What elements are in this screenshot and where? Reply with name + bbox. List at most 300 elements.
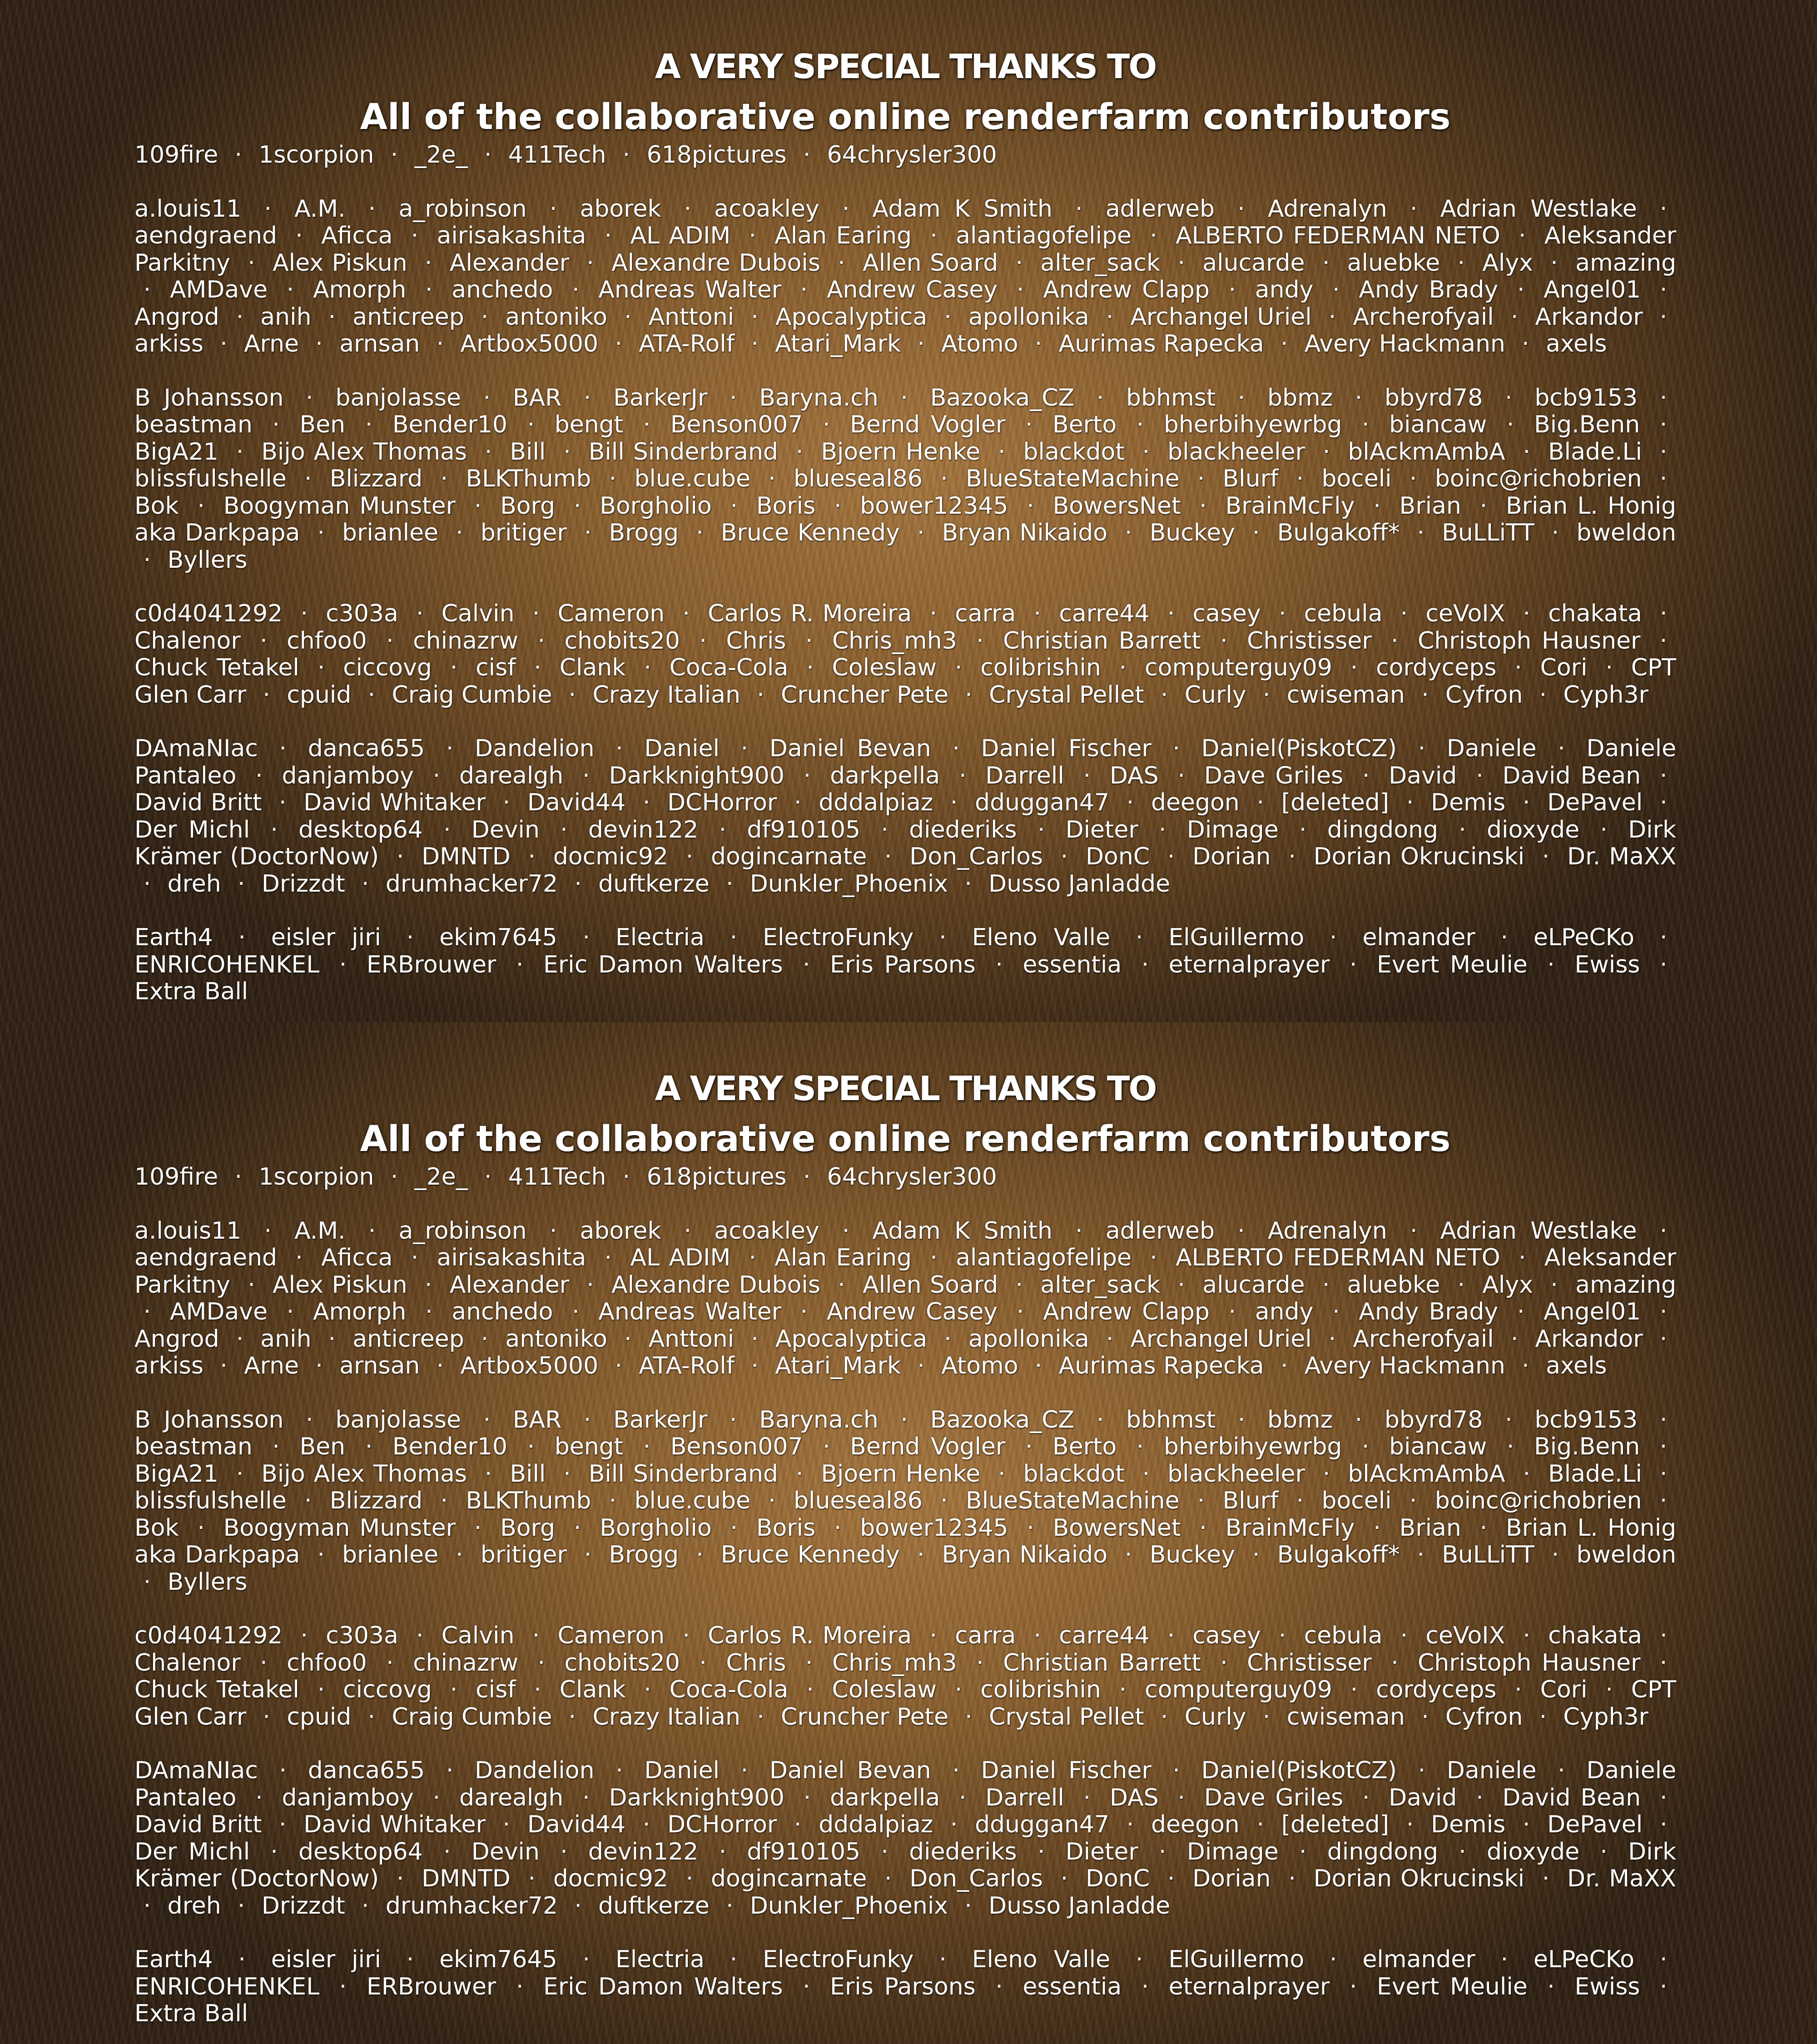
- separator-dot: ·: [1025, 600, 1050, 627]
- contributor-name: docmic92: [553, 843, 668, 870]
- separator-dot: ·: [447, 519, 472, 546]
- contributor-name: axels: [1546, 330, 1607, 357]
- separator-dot: ·: [1008, 276, 1033, 303]
- separator-dot: ·: [356, 1433, 382, 1460]
- contributor-name: blueseal86: [794, 1487, 923, 1514]
- contributor-name: Berto: [1052, 1433, 1117, 1460]
- contributor-name: cpuid: [287, 681, 351, 709]
- contributor-name: colibrishin: [980, 1676, 1101, 1703]
- separator-dot: ·: [292, 600, 317, 627]
- separator-dot: ·: [359, 195, 385, 223]
- contributor-name: BLKThumb: [466, 1487, 591, 1514]
- separator-dot: ·: [1471, 1514, 1496, 1542]
- contributor-name: ekim7645: [439, 924, 557, 951]
- separator-dot: ·: [872, 816, 898, 843]
- contributor-name: Daniele: [1447, 735, 1537, 762]
- contributor-name: Calvin: [442, 1622, 515, 1649]
- separator-dot: ·: [427, 330, 453, 357]
- contributor-name: BarkerJr: [613, 1406, 707, 1434]
- contributor-name: Archangel Uriel: [1130, 1325, 1311, 1353]
- contributor-name: Eleno Valle: [972, 1946, 1110, 1973]
- contributor-name: Arkandor: [1535, 1325, 1643, 1353]
- separator-dot: ·: [295, 465, 321, 492]
- separator-dot: ·: [523, 1622, 549, 1649]
- separator-dot: ·: [794, 951, 819, 978]
- contributor-name: Allen Soard: [863, 1271, 998, 1299]
- contributor-name: Chuck Tetakel: [134, 1676, 299, 1703]
- contributor-name: bower12345: [860, 492, 1008, 520]
- contributor-name: Archangel Uriel: [1130, 303, 1311, 331]
- contributor-name: adlerweb: [1106, 1217, 1215, 1245]
- separator-dot: ·: [382, 141, 407, 169]
- contributor-name: Andrew Casey: [827, 1298, 998, 1325]
- separator-dot: ·: [1651, 1298, 1676, 1325]
- contributor-name: Brogg: [609, 1541, 679, 1568]
- separator-dot: ·: [1353, 762, 1379, 789]
- contributor-name: chinazrw: [413, 1649, 518, 1677]
- separator-dot: ·: [352, 870, 378, 898]
- contributor-name: eternalprayer: [1169, 951, 1330, 978]
- contributor-name: antoniko: [505, 303, 607, 331]
- separator-dot: ·: [606, 735, 632, 762]
- contributor-name: Dr. MaXX: [1567, 843, 1676, 870]
- contributor-name: Allen Soard: [863, 249, 998, 277]
- separator-dot: ·: [1164, 735, 1189, 762]
- contributor-name: arnsan: [339, 330, 420, 357]
- contributor-name: BAR: [513, 384, 561, 412]
- separator-dot: ·: [1287, 465, 1313, 492]
- separator-dot: ·: [674, 600, 699, 627]
- contributor-name: ElGuillermo: [1168, 924, 1304, 951]
- separator-dot: ·: [1492, 1946, 1517, 1973]
- separator-dot: ·: [1505, 1676, 1531, 1703]
- separator-dot: ·: [1651, 1811, 1676, 1838]
- contributor-name: Avery Hackmann: [1305, 1352, 1505, 1379]
- separator-dot: ·: [1651, 924, 1676, 951]
- contributor-name: Aurimas Rapecka: [1059, 330, 1264, 357]
- contributor-name: eternalprayer: [1169, 1973, 1330, 2000]
- contributor-name: chakata: [1548, 1622, 1642, 1649]
- contributor-name: Buckey: [1150, 519, 1235, 546]
- contributor-name: Brogg: [609, 519, 679, 546]
- contributor-name: essentia: [1023, 951, 1122, 978]
- contributor-name: cwiseman: [1287, 1703, 1405, 1731]
- separator-dot: ·: [1132, 1973, 1158, 2000]
- contributor-name: Buckey: [1150, 1541, 1235, 1568]
- contributor-name: Crazy Italian: [592, 1703, 740, 1731]
- separator-dot: ·: [796, 627, 822, 655]
- contributor-name: bbhmst: [1126, 384, 1216, 412]
- contributor-name: Alyx: [1482, 249, 1533, 277]
- separator-dot: ·: [1158, 1865, 1184, 1892]
- contributor-name: Craig Cumbie: [392, 681, 552, 709]
- contributor-name: darealgh: [459, 762, 563, 789]
- separator-dot: ·: [416, 1298, 442, 1325]
- contributor-name: Drizzdt: [262, 870, 345, 898]
- contributor-name: devin122: [588, 1838, 698, 1865]
- separator-dot: ·: [1087, 384, 1113, 412]
- contributor-name: 618pictures: [647, 141, 787, 169]
- separator-dot: ·: [227, 303, 253, 331]
- separator-dot: ·: [565, 1514, 590, 1542]
- separator-dot: ·: [675, 1217, 700, 1245]
- contributor-name: Benson007: [670, 411, 803, 438]
- separator-dot: ·: [1248, 1811, 1273, 1838]
- contributor-name: Angrod: [134, 1325, 219, 1353]
- contributor-name: Blurf: [1223, 465, 1279, 492]
- contributor-name: Adam K Smith: [873, 195, 1053, 223]
- separator-dot: ·: [1346, 1406, 1371, 1434]
- contributor-name: danca655: [308, 1757, 425, 1784]
- separator-dot: ·: [407, 1622, 432, 1649]
- contributor-name: ciccovg: [343, 654, 432, 681]
- separator-dot: ·: [1514, 1460, 1539, 1488]
- separator-dot: ·: [1364, 492, 1390, 520]
- contributor-name: David Britt: [134, 789, 262, 816]
- contributor-name: devin122: [588, 816, 698, 843]
- contributor-name: eLPeCKo: [1534, 924, 1634, 951]
- separator-dot: ·: [1117, 789, 1143, 816]
- contributor-name: dingdong: [1327, 816, 1438, 843]
- contributor-name: Christisser: [1247, 1649, 1372, 1677]
- contributor-name: Apocalyptica: [775, 1325, 927, 1353]
- contributor-name: ekim7645: [439, 1946, 557, 1973]
- separator-dot: ·: [1320, 303, 1345, 331]
- contributor-name: boceli: [1321, 1487, 1391, 1514]
- contributor-name: Blizzard: [330, 465, 423, 492]
- contributor-name: BuLLiTT: [1442, 1541, 1534, 1568]
- contributor-name: Bill: [510, 438, 546, 466]
- separator-dot: ·: [732, 1757, 757, 1784]
- separator-dot: ·: [1341, 1676, 1367, 1703]
- contributor-name: Demis: [1431, 789, 1505, 816]
- separator-dot: ·: [1066, 195, 1092, 223]
- contributor-name: Blurf: [1223, 1487, 1279, 1514]
- contributor-name: 1scorpion: [258, 141, 374, 169]
- separator-dot: ·: [1110, 1676, 1136, 1703]
- separator-dot: ·: [1502, 1325, 1527, 1353]
- separator-dot: ·: [270, 789, 295, 816]
- contributor-name: BuLLiTT: [1442, 519, 1534, 546]
- separator-dot: ·: [1321, 924, 1346, 951]
- separator-dot: ·: [359, 1217, 385, 1245]
- contributor-name: Daniel(PiskotCZ): [1201, 1757, 1397, 1784]
- separator-dot: ·: [1164, 1757, 1189, 1784]
- contributor-name: CPT Glen Carr: [134, 1676, 1676, 1731]
- separator-dot: ·: [829, 249, 854, 277]
- separator-dot: ·: [1169, 1784, 1194, 1811]
- separator-dot: ·: [1514, 789, 1539, 816]
- contributor-name: Avery Hackmann: [1305, 330, 1505, 357]
- separator-dot: ·: [1508, 1298, 1534, 1325]
- contributor-name: BrainMcFly: [1225, 1514, 1355, 1542]
- separator-dot: ·: [555, 1460, 580, 1488]
- contributor-name: DAmaNIac: [134, 1757, 258, 1784]
- separator-dot: ·: [551, 816, 576, 843]
- separator-dot: ·: [1498, 1433, 1523, 1460]
- contributor-name: Chalenor: [134, 1649, 241, 1677]
- separator-dot: ·: [227, 1325, 253, 1353]
- contributor-name: chinazrw: [413, 627, 518, 655]
- contributor-name: diederiks: [909, 1838, 1017, 1865]
- separator-dot: ·: [1505, 654, 1531, 681]
- contributor-name: desktop64: [298, 816, 423, 843]
- contributor-name: Atomo: [941, 1352, 1018, 1379]
- contributor-name: deegon: [1151, 789, 1240, 816]
- contributor-name: Bruce Kennedy: [721, 1541, 900, 1568]
- separator-dot: ·: [1514, 1811, 1539, 1838]
- contributor-name: BarkerJr: [613, 384, 707, 412]
- contributor-name: computerguy09: [1145, 1676, 1332, 1703]
- contributor-name: Brian: [1400, 1514, 1461, 1542]
- contributor-name: bweldon: [1576, 1541, 1676, 1568]
- contributor-name: ATA-Rolf: [639, 330, 735, 357]
- separator-dot: ·: [875, 843, 901, 870]
- separator-dot: ·: [943, 1757, 969, 1784]
- contributor-name: DCHorror: [667, 789, 777, 816]
- separator-dot: ·: [278, 1298, 303, 1325]
- contributor-name: David Bean: [1502, 1784, 1641, 1811]
- contributor-name: Don_Carlos: [909, 843, 1043, 870]
- separator-dot: ·: [441, 1676, 467, 1703]
- contributor-name: Dimage: [1187, 1838, 1279, 1865]
- contributor-name: Artbox5000: [460, 330, 598, 357]
- contributor-name: ERBrouwer: [367, 1973, 496, 2000]
- contributor-name: AL ADIM: [630, 222, 730, 249]
- separator-dot: ·: [825, 492, 850, 520]
- separator-dot: ·: [1401, 1217, 1426, 1245]
- separator-dot: ·: [1116, 519, 1141, 546]
- separator-dot: ·: [615, 1325, 640, 1353]
- separator-dot: ·: [1290, 1838, 1316, 1865]
- separator-dot: ·: [1353, 411, 1378, 438]
- separator-dot: ·: [1243, 1541, 1269, 1568]
- separator-dot: ·: [1340, 951, 1366, 978]
- contributor-name: Dunkler_Phoenix: [750, 1892, 948, 1920]
- separator-dot: ·: [833, 1217, 859, 1245]
- contributor-name: ElectroFunky: [763, 1946, 913, 1973]
- contributor-name: danca655: [308, 735, 425, 762]
- contributor-name: Baryna.ch: [759, 1406, 879, 1434]
- contributor-name: alucarde: [1202, 249, 1305, 277]
- separator-dot: ·: [1449, 1271, 1474, 1299]
- contributor-name: amazing: [1575, 249, 1676, 277]
- separator-dot: ·: [908, 330, 934, 357]
- separator-dot: ·: [227, 1460, 253, 1488]
- separator-dot: ·: [292, 1622, 317, 1649]
- separator-dot: ·: [921, 1622, 946, 1649]
- separator-dot: ·: [407, 600, 432, 627]
- separator-dot: ·: [1016, 1433, 1042, 1460]
- contributor-name: Borg: [500, 1514, 555, 1542]
- separator-dot: ·: [1597, 654, 1622, 681]
- contributor-name: carra: [955, 600, 1016, 627]
- contributor-name: airisakashita: [437, 222, 586, 249]
- contributor-name: Bijo Alex Thomas: [261, 1460, 467, 1488]
- separator-dot: ·: [1270, 1622, 1295, 1649]
- contributor-name: BlueStateMachine: [966, 465, 1179, 492]
- contributor-name: ciccovg: [343, 1676, 432, 1703]
- contributor-name: David: [1389, 1784, 1457, 1811]
- contributor-name: Byllers: [168, 1568, 248, 1596]
- separator-dot: ·: [908, 1352, 934, 1379]
- contributor-name: dreh: [168, 1892, 221, 1920]
- contributor-name: Bazooka_CZ: [930, 384, 1074, 412]
- contributor-name: Dorian Okrucinski: [1314, 1865, 1525, 1892]
- contributor-name: Electria: [616, 924, 705, 951]
- contributor-name: Aleksander Parkitny: [134, 222, 1676, 277]
- separator-dot: ·: [1323, 1298, 1349, 1325]
- separator-dot: ·: [1313, 1271, 1339, 1299]
- contributor-name: Bender10: [392, 411, 507, 438]
- separator-dot: ·: [943, 735, 969, 762]
- separator-dot: ·: [950, 762, 975, 789]
- contributor-name: [deleted]: [1281, 1811, 1389, 1838]
- contributor-name: blackheeler: [1167, 438, 1305, 466]
- separator-dot: ·: [1530, 681, 1556, 709]
- contributor-name: AMDave: [170, 1298, 268, 1325]
- separator-dot: ·: [932, 465, 957, 492]
- contributor-name: bbhmst: [1126, 1406, 1216, 1434]
- separator-dot: ·: [437, 1757, 462, 1784]
- contributor-name: brianlee: [342, 1541, 438, 1568]
- separator-dot: ·: [956, 870, 981, 898]
- contributor-name: DMNTD: [422, 1865, 511, 1892]
- contributor-name: andy: [1255, 1298, 1314, 1325]
- separator-dot: ·: [1549, 735, 1574, 762]
- contributor-name: Dorian: [1192, 843, 1271, 870]
- separator-dot: ·: [246, 762, 272, 789]
- separator-dot: ·: [573, 762, 599, 789]
- separator-dot: ·: [228, 870, 254, 898]
- separator-dot: ·: [1066, 1217, 1092, 1245]
- contributor-name: Aficca: [321, 1244, 392, 1271]
- contributor-name: duftkerze: [598, 870, 710, 898]
- separator-dot: ·: [892, 1406, 917, 1434]
- separator-dot: ·: [1211, 627, 1236, 655]
- contributor-name: David44: [527, 789, 626, 816]
- separator-dot: ·: [1508, 276, 1534, 303]
- separator-dot: ·: [785, 1811, 810, 1838]
- contributor-name: Atomo: [941, 330, 1018, 357]
- contributor-name: Anttoni: [649, 1325, 735, 1353]
- separator-dot: ·: [1007, 249, 1032, 277]
- separator-dot: ·: [507, 951, 532, 978]
- contributor-name: Dandelion: [475, 735, 595, 762]
- contributor-name: Arne: [244, 1352, 299, 1379]
- separator-dot: ·: [416, 249, 441, 277]
- separator-dot: ·: [1074, 1784, 1100, 1811]
- separator-dot: ·: [1097, 303, 1122, 331]
- contributor-name: Amorph: [313, 276, 406, 303]
- contributor-name: Eleno Valle: [972, 924, 1110, 951]
- separator-dot: ·: [710, 816, 735, 843]
- contributor-name: danjamboy: [282, 762, 413, 789]
- contributor-name: boceli: [1321, 465, 1391, 492]
- contributor-name: Curly: [1185, 681, 1246, 709]
- contributor-name: Demis: [1431, 1811, 1505, 1838]
- separator-dot: ·: [1323, 276, 1349, 303]
- contributor-name: Eris Parsons: [830, 1973, 976, 2000]
- separator-dot: ·: [1382, 627, 1407, 655]
- contributor-name: Crystal Pellet: [989, 1703, 1144, 1731]
- separator-dot: ·: [402, 222, 427, 249]
- separator-dot: ·: [956, 1892, 981, 1920]
- contributor-name: blackheeler: [1167, 1460, 1305, 1488]
- contributor-name: bcb9153: [1534, 1406, 1638, 1434]
- contributor-name: Cruncher Pete: [781, 1703, 948, 1731]
- contributor-name: Borgholio: [600, 492, 711, 520]
- contributor-name: Artbox5000: [460, 1352, 598, 1379]
- separator-dot: ·: [356, 411, 382, 438]
- separator-dot: ·: [1408, 1541, 1434, 1568]
- separator-dot: ·: [308, 1541, 334, 1568]
- contributor-name: dioxyde: [1487, 1838, 1579, 1865]
- contributor-name: Calvin: [442, 600, 515, 627]
- separator-dot: ·: [566, 870, 591, 898]
- contributor-name: bbyrd78: [1385, 1406, 1483, 1434]
- contributor-name: darkpella: [830, 762, 940, 789]
- contributor-name: Extra Ball: [134, 2000, 248, 2027]
- separator-dot: ·: [1498, 411, 1523, 438]
- contributor-name: Eric Damon Walters: [543, 1973, 783, 2000]
- contributor-name: beastman: [134, 411, 253, 438]
- contributor-name: britiger: [481, 1541, 567, 1568]
- contributor-name: Don_Carlos: [909, 1865, 1043, 1892]
- separator-dot: ·: [1346, 384, 1371, 412]
- separator-dot: ·: [614, 141, 639, 169]
- separator-dot: ·: [1074, 762, 1100, 789]
- contributor-name: blackdot: [1023, 438, 1125, 466]
- separator-dot: ·: [574, 1946, 599, 1973]
- contributor-name: Adrian Westlake: [1440, 1217, 1637, 1245]
- contributor-name: deegon: [1151, 1811, 1240, 1838]
- contributor-name: casey: [1192, 600, 1261, 627]
- contributor-name: David: [1389, 762, 1457, 789]
- separator-dot: ·: [797, 1676, 823, 1703]
- separator-dot: ·: [921, 222, 947, 249]
- contributor-name: Darrell: [985, 762, 1064, 789]
- contributor-name: ENRICOHENKEL: [134, 951, 319, 978]
- contributor-name: CPT Glen Carr: [134, 654, 1676, 709]
- separator-dot: ·: [1132, 951, 1158, 978]
- separator-dot: ·: [872, 1838, 898, 1865]
- separator-dot: ·: [930, 1946, 956, 1973]
- separator-dot: ·: [529, 1649, 554, 1677]
- contributor-name: 1scorpion: [258, 1163, 374, 1191]
- contributor-name: Dirk Krämer (DoctorNow): [134, 1838, 1676, 1893]
- contributor-name: Carlos R. Moreira: [708, 600, 912, 627]
- separator-dot: ·: [814, 1433, 839, 1460]
- contributor-name: eLPeCKo: [1534, 1946, 1634, 1973]
- separator-dot: ·: [1651, 1946, 1676, 1973]
- contributor-name: Baryna.ch: [759, 384, 879, 412]
- separator-dot: ·: [1270, 600, 1295, 627]
- contributor-name: beastman: [134, 1433, 253, 1460]
- separator-dot: ·: [956, 681, 981, 709]
- separator-dot: ·: [227, 438, 253, 466]
- separator-dot: ·: [518, 1433, 544, 1460]
- contributor-name: Bernd Vogler: [850, 411, 1005, 438]
- contributor-name: Chris_mh3: [832, 627, 957, 655]
- separator-dot: ·: [1110, 654, 1136, 681]
- separator-dot: ·: [565, 492, 590, 520]
- separator-dot: ·: [1543, 519, 1568, 546]
- separator-dot: ·: [1450, 816, 1475, 843]
- separator-dot: ·: [1007, 1271, 1032, 1299]
- contributor-name: Big.Benn: [1534, 1433, 1640, 1460]
- separator-dot: ·: [606, 1352, 631, 1379]
